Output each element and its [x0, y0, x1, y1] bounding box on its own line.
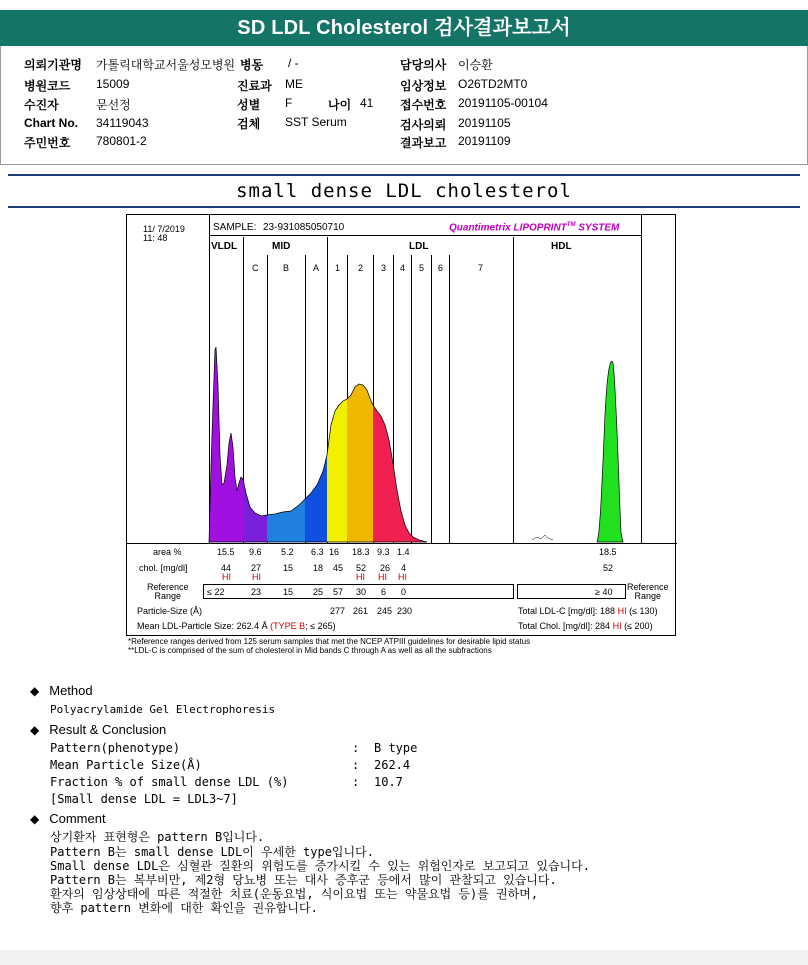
- chart-label: Chart No.: [24, 116, 78, 130]
- chol-b: 15: [283, 563, 294, 573]
- band-6: 6: [438, 263, 444, 273]
- total-ldl: Total LDL-C [mg/dl]: 188 HI (≤ 130): [518, 606, 658, 616]
- chol-vldl: 44: [221, 563, 232, 573]
- ward-value: / -: [288, 56, 299, 70]
- chol-a: 18: [313, 563, 324, 573]
- brand-name: Quantimetrix LIPOPRINT™ SYSTEM: [449, 222, 620, 234]
- ward-label: 병동: [240, 58, 264, 72]
- area-c: 9.6: [249, 547, 262, 557]
- sex-value: F: [285, 96, 293, 110]
- ref-3: 6: [381, 587, 387, 597]
- area-hdl: 18.5: [599, 547, 617, 557]
- group-vldl: VLDL: [211, 241, 238, 252]
- hdl-ref-box-bottom: [517, 598, 625, 599]
- name-label: 수진자: [24, 98, 59, 112]
- ref-2: 30: [356, 587, 367, 597]
- method-text: Polyacrylamide Gel Electrophoresis: [50, 703, 276, 716]
- band-3: 3: [381, 263, 387, 273]
- hdl-ref-box-left: [517, 584, 518, 599]
- comment-line-3: Small dense LDL은 심혈관 질환의 위험도를 증가시킬 수 있는 위험인자로 보고되고 있습니다.: [50, 859, 590, 873]
- specimen-label: 검체: [237, 117, 261, 131]
- dept-value: ME: [285, 77, 303, 91]
- ref-label-right: Reference Range: [627, 582, 669, 601]
- report-date: 11/ 7/2019: [143, 224, 185, 234]
- age-value: 41: [360, 96, 374, 110]
- chol-label: chol. [mg/dl]: [139, 563, 188, 573]
- comment-line-4: Pattern B는 복부비만, 제2형 당뇨병 또는 대사 증후군 등에서 많이 관찰되고 있습니다.: [50, 873, 557, 887]
- result-sep: :: [352, 758, 360, 772]
- section-rule-top: [8, 174, 800, 176]
- sex-label: 성별: [237, 98, 261, 112]
- particle-size-label: Particle-Size (Å): [137, 606, 203, 616]
- area-2: 18.3: [352, 547, 370, 557]
- band-a: A: [313, 263, 320, 273]
- chol-c: 27: [251, 563, 262, 573]
- ref-box-top: [203, 584, 513, 585]
- dept-label: 진료과: [237, 79, 272, 93]
- area-4: 1.4: [397, 547, 410, 557]
- comment-line-1: 상기환자 표현형은 pattern B입니다.: [50, 830, 265, 844]
- result-sep: :: [352, 775, 360, 789]
- band-5: 5: [419, 263, 425, 273]
- report-time: 11: 48: [143, 233, 168, 243]
- area-3: 9.3: [377, 547, 390, 557]
- trace-hdl: [597, 361, 623, 542]
- band-c: C: [252, 263, 259, 273]
- chol-4: 4: [401, 563, 407, 573]
- size-3: 245: [377, 606, 393, 616]
- area-label: area %: [153, 547, 182, 557]
- comment-line-5: 환자의 임상상태에 따른 적절한 치료(운동요법, 식이요법 또는 약물요법 등)를 권하며,: [50, 887, 539, 901]
- sample-label: SAMPLE:: [213, 222, 257, 233]
- ref-4: 0: [401, 587, 407, 597]
- result-value-pattern: B type: [374, 741, 418, 755]
- name-value: 문선정: [96, 98, 131, 112]
- footnote-1: *Reference ranges derived from 125 serum samples that met the NCEP ATPIII guidelines for desirable lipid status: [128, 637, 531, 646]
- hi-2: HI: [356, 572, 365, 582]
- chol-3: 26: [380, 563, 391, 573]
- comment-heading: ◆ Comment: [30, 811, 106, 826]
- request-value: 20191105: [458, 116, 511, 130]
- trace-hdl-noise: [532, 535, 553, 540]
- hi-4: HI: [398, 572, 407, 582]
- band-1: 1: [335, 263, 341, 273]
- band-2: 2: [358, 263, 364, 273]
- diamond-icon: ◆: [30, 684, 40, 698]
- code-label: 병원코드: [24, 79, 71, 93]
- area-b: 5.2: [281, 547, 294, 557]
- chol-2: 52: [356, 563, 367, 573]
- clinical-value: O26TD2MT0: [458, 77, 528, 91]
- report-title: SD LDL Cholesterol 검사결과보고서: [0, 10, 808, 46]
- hi-c: HI: [252, 572, 261, 582]
- hi-vldl: HI: [222, 572, 231, 582]
- total-chol: Total Chol. [mg/dl]: 284 HI (≤ 200): [518, 621, 653, 631]
- ref-c: 23: [251, 587, 262, 597]
- request-label: 검사의뢰: [400, 118, 447, 132]
- table-top-line: [127, 543, 677, 544]
- result-heading: ◆ Result & Conclusion: [30, 722, 167, 737]
- result-sep: :: [352, 741, 360, 755]
- result-key-pattern: Pattern(phenotype): [50, 741, 181, 755]
- hospital-value: 가톨릭대학교서울성모병원: [96, 58, 236, 72]
- result-key-fraction: Fraction % of small dense LDL (%): [50, 775, 289, 789]
- section-title: small dense LDL cholesterol: [236, 180, 572, 202]
- chol-1: 45: [333, 563, 344, 573]
- group-hdl: HDL: [551, 241, 572, 252]
- area-1: 16: [329, 547, 340, 557]
- diamond-icon: ◆: [30, 812, 40, 826]
- comment-line-6: 향후 pattern 변화에 대한 확인을 권유합니다.: [50, 901, 318, 915]
- receipt-label: 접수번호: [400, 98, 447, 112]
- ref-hdl: ≥ 40: [595, 587, 613, 597]
- chart-value: 34119043: [96, 116, 149, 130]
- ref-box-left: [203, 584, 204, 599]
- lipoprint-frame: [126, 214, 676, 636]
- result-key-size: Mean Particle Size(Å): [50, 758, 202, 772]
- specimen-value: SST Serum: [285, 115, 347, 129]
- densitometry-trace: [127, 215, 677, 545]
- size-2: 261: [353, 606, 369, 616]
- doctor-label: 담당의사: [400, 58, 447, 72]
- area-vldl: 15.5: [217, 547, 235, 557]
- doctor-value: 이승환: [458, 58, 493, 72]
- group-mid: MID: [272, 241, 291, 252]
- id-label: 주민번호: [24, 136, 71, 150]
- sample-id: 23-931085050710: [263, 222, 345, 233]
- ref-a: 25: [313, 587, 324, 597]
- band-7: 7: [478, 263, 484, 273]
- lipoprint-report: [126, 214, 676, 656]
- group-ldl: LDL: [409, 241, 429, 252]
- age-label: 나이: [328, 98, 352, 112]
- receipt-value: 20191105-00104: [458, 96, 548, 110]
- size-1: 277: [330, 606, 346, 616]
- hdl-ref-box-right: [625, 584, 626, 599]
- id-value: 780801-2: [96, 134, 147, 148]
- result-note: [Small dense LDL = LDL3~7]: [50, 792, 238, 806]
- size-4: 230: [397, 606, 413, 616]
- hi-3: HI: [378, 572, 387, 582]
- method-heading: ◆ Method: [30, 683, 93, 698]
- ref-1: 57: [333, 587, 344, 597]
- area-a: 6.3: [311, 547, 324, 557]
- ref-vldl: ≤ 22: [207, 587, 225, 597]
- clinical-label: 임상정보: [400, 79, 447, 93]
- result-label: 결과보고: [400, 136, 447, 150]
- footnote-2: **LDL-C is comprised of the sum of cholesterol in Mid bands C through A as well as all the subfractions: [128, 646, 492, 655]
- comment-line-2: Pattern B는 small dense LDL이 우세한 type입니다.: [50, 845, 374, 859]
- result-value: 20191109: [458, 134, 511, 148]
- ref-box-bottom: [203, 598, 513, 599]
- ref-b: 15: [283, 587, 294, 597]
- hospital-label: 의뢰기관명: [24, 58, 82, 72]
- result-value-fraction: 10.7: [374, 775, 403, 789]
- mean-ldl-size: Mean LDL-Particle Size: 262.4 Å (TYPE B; ≤ 265): [137, 621, 336, 631]
- diamond-icon: ◆: [30, 723, 40, 737]
- code-value: 15009: [96, 77, 130, 91]
- band-4: 4: [400, 263, 406, 273]
- hdl-ref-box-top: [517, 584, 625, 585]
- ref-box-right: [513, 584, 514, 599]
- ref-label-left: Reference Range: [147, 582, 189, 601]
- band-b: B: [283, 263, 290, 273]
- result-value-size: 262.4: [374, 758, 411, 772]
- section-rule-bottom: [8, 206, 800, 208]
- chol-hdl: 52: [603, 563, 614, 573]
